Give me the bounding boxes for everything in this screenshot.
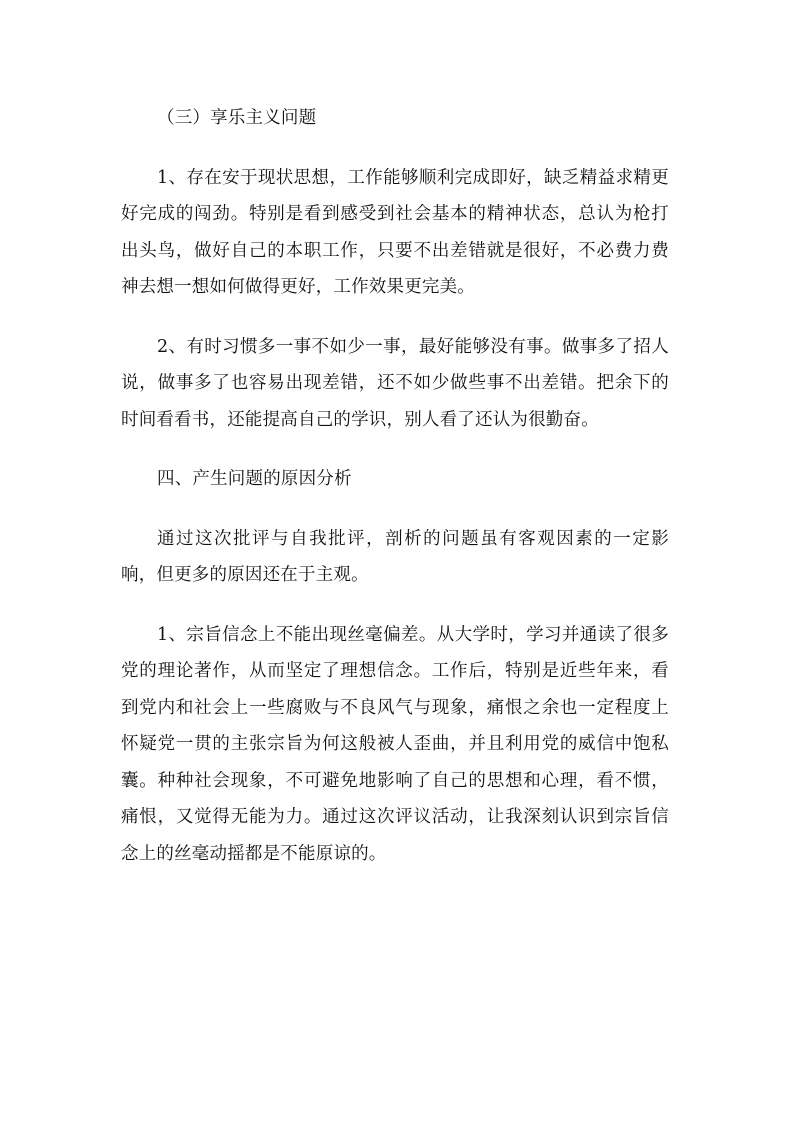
document-body — [121, 100, 669, 872]
section-3-heading: （三）享乐主义问题 — [157, 108, 317, 128]
section-4-intro: 通过这次批评与自我批评，剖析的问题虽有客观因素的一定影响，但更多的原因还在于主观。 — [121, 528, 669, 585]
section-4-item-1: 1、宗旨信念上不能出现丝毫偏差。从大学时，学习并通读了很多党的理论著作，从而坚定了理想信念。工作后，特别是近些年来，看到党内和社会上一些腐败与不良风气与现象，痛恨之余也一定程度上怀疑党一贯的主张宗旨为何这般被人歪曲，并且利用党的威信中饱私囊。种种社会现象，不可避免地影响了自己的思想和心理，看不惯，痛恨，又觉得无能为力。通过这次评议活动，让我深刻认识到宗旨信念上的丝毫动摇都是不能原谅的。 — [121, 624, 669, 864]
section-3-item-2: 2、有时习惯多一事不如少一事，最好能够没有事。做事多了招人说，做事多了也容易出现差错，还不如少做些事不出差错。把余下的时间看看书，还能提高自己的学识，别人看了还认为很勤奋。 — [121, 336, 669, 430]
section-3-item-1: 1、存在安于现状思想，工作能够顺利完成即好，缺乏精益求精更好完成的闯劲。特别是看到感受到社会基本的精神状态，总认为枪打出头鸟，做好自己的本职工作，只要不出差错就是很好，不必费力费神去想一想如何做得更好，工作效果更完美。 — [121, 167, 669, 297]
section-4-heading: 四、产生问题的原因分析 — [157, 469, 352, 489]
